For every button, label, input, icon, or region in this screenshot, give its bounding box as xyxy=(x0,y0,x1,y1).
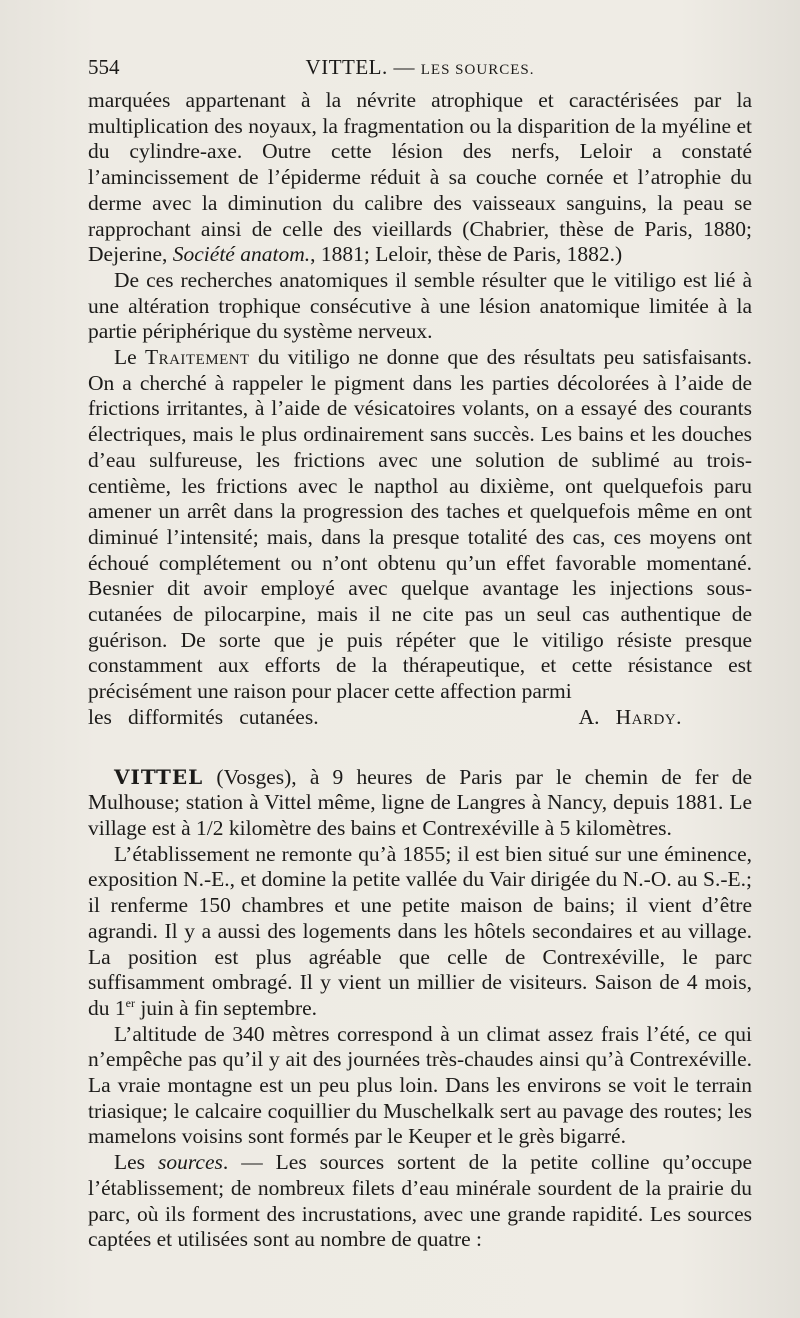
vittel-paragraph-1 xyxy=(88,765,752,842)
vitiligo-p3-start: Le xyxy=(114,345,137,370)
vittel-p4-start: Les xyxy=(114,1150,146,1175)
vitiligo-paragraph-2: De ces recherches anatomiques il semble résulter que le vitiligo est lié à une altération trophique consécutive à une lésion anatomique limitée à la partie périphérique du système nerveux. xyxy=(88,267,752,344)
vittel-p4-text: . — Les sources sortent de la petite colline qu’occupe l’établissement; de nombreux filets d’eau minérale sourdent de la prairie du parc, où ils forment des incrustations, avec une grande rapidité. Les sources captées et utilisées sont au nombre de quatre : xyxy=(88,1150,752,1252)
vitiligo-p1-text: marquées appartenant à la névrite atrophique et caractérisées par la multiplication des noyaux, la fragmentation ou la disparition de la myéline et du cylindre-axe. Outre cette lésion des nerfs, Leloir a constaté l’amincissement de l’épiderme réduit à sa couche cornée et l’atrophie du derme avec la diminution du calibre des vaisseaux sanguins, la peau se rapprochant ainsi de celle des vieillards (Chabrier, thèse de Paris, 1880; Dejerine, xyxy=(88,88,752,267)
vittel-p1-text: (Vosges), à 9 heures de Paris par le chemin de fer de Mulhouse; station à Vittel même, ligne de Langres à Nancy, depuis 1881. Le village est à 1/2 kilomètre des bains et Contrexéville à 5 kilomètres. xyxy=(88,764,753,840)
vitiligo-p3-last-line: les difformités cutanées. xyxy=(88,704,319,729)
running-title-separator: — xyxy=(393,55,416,79)
vittel-p2-text: L’établissement ne remonte qu’à 1855; il est bien situé sur une éminence, exposition N.-E., et domine la petite vallée du Vair dirigée du N.-O. au S.-E.; il renferme 150 chambres et une petite maison de bains; il vient d’être agrandi. Il y a aussi des logements dans les hôtels secondaires et au village. La position est plus agréable que celle de Contrexéville, le parc suffisamment ombragé. Il y vient un millier de visiteurs. Saison de 4 mois, du 1 xyxy=(88,841,752,1020)
vitiligo-paragraph-3 xyxy=(88,345,752,705)
running-title xyxy=(88,52,752,85)
vittel-paragraph-3: L’altitude de 340 mètres correspond à un climat assez frais l’été, ce qui n’empêche pas qu’il y ait des journées très-chaudes ainsi qu’à Contrexéville. La vraie montagne est un peu plus loin. Dans les environs se voit le terrain triasique; le calcaire coquillier du Muschelkalk sert au pavage des routes; les mamelons voisins sont formés par le Keuper et le grès bigarré. xyxy=(88,1021,752,1149)
signature-name: Hardy. xyxy=(615,704,682,729)
vitiligo-p1-end: , 1881; Leloir, thèse de Paris, 1882.) xyxy=(310,242,623,267)
author-signature xyxy=(579,705,752,729)
section-gap xyxy=(88,731,752,765)
running-header xyxy=(88,52,752,82)
running-title-main: VITTEL. xyxy=(305,55,388,79)
vitiligo-paragraph-1 xyxy=(88,88,752,268)
vittel-headword: VITTEL xyxy=(114,764,204,789)
vitiligo-p1-journal: Société anatom. xyxy=(172,242,311,267)
running-title-section: LES SOURCES. xyxy=(420,62,535,78)
vittel-p2-superscript: er xyxy=(125,995,135,1010)
vittel-p2-end: juin à fin septembre. xyxy=(140,995,318,1020)
page-body xyxy=(88,88,752,1253)
vitiligo-p3-text: du vitiligo ne donne que des résultats peu satisfaisants. On a cherché à rappeler le pigment dans les parties décolorées à l’aide de frictions irritantes, à l’aide de vésicatoires volants, on a essayé des courants électriques, mais le plus ordinairement sans succès. Les bains et les douches d’eau sulfureuse, les frictions avec une solution de sublimé au trois-centième, les frictions avec le napthol au dixième, ont quelquefois paru amener un arrêt dans la progression des taches et quelquefois même en ont diminué l’intensité; mais, dans la presque totalité des cas, ces moyens ont échoué complétement ou n’ont obtenu qu’un effet favorable momentané. Besnier dit avoir employé avec quelque avantage les injections sous-cutanées de pilocarpine, mais il ne cite pas un seul cas authentique de guérison. De sorte que je puis répéter que le vitiligo résiste presque constamment aux efforts de la thérapeutique, et cette résistance est précisément une raison pour placer cette affection parmi xyxy=(88,345,753,704)
signature-initial: A. xyxy=(578,704,600,729)
vitiligo-closing-line xyxy=(88,705,752,731)
treatment-heading: Traitement xyxy=(144,345,250,370)
vittel-paragraph-2 xyxy=(88,842,752,1022)
page-number: 554 xyxy=(88,55,120,79)
vittel-p4-sources: sources xyxy=(158,1150,223,1175)
vittel-paragraph-4 xyxy=(88,1150,752,1253)
